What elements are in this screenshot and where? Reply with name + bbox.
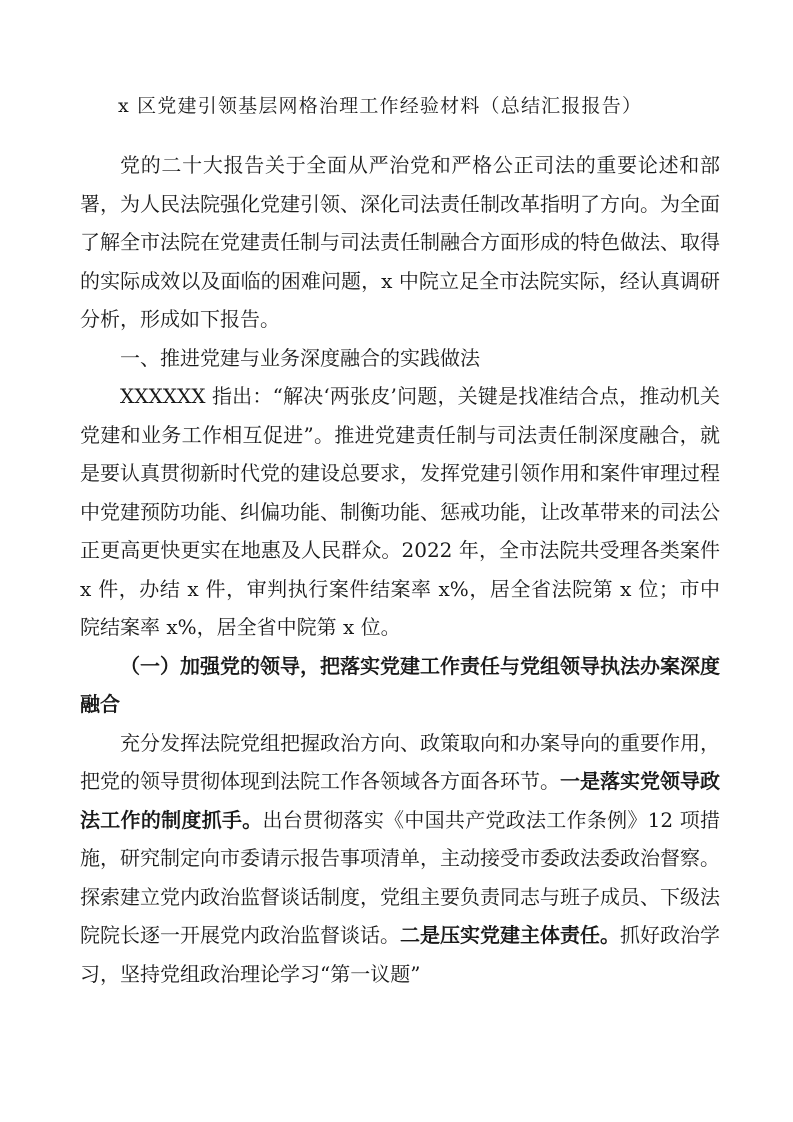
subsection-1-heading: （一）加强党的领导，把落实党建工作责任与党组领导执法办案深度融合 <box>80 653 720 716</box>
point-2-label: 二是压实党建主体责任。 <box>400 923 620 947</box>
point-1-text: 出台贯彻落实《中国共产党政法工作条例》12 项措施，研究制定向市委请示报告事项清单，主动接受市委政法委政治督察。探索建立党内政治监督谈话制度，党组主要负责同志与班子成员、下级法院院长逐一开展党内政治监督谈话。 <box>80 807 721 947</box>
subsection-1-intro-text: 充分发挥法院党组把握政治方向、政策取向和办案导向的重要作用，把党的领导贯彻体现到法院工作各领域各方面各环节。 <box>80 730 720 793</box>
document-title: x 区党建引领基层网格治理工作经验材料（总结汇报报告） <box>118 95 643 117</box>
point-1-label: 一是落实党领导政法工作的制度抓手。 <box>80 769 720 832</box>
document-body <box>80 86 720 993</box>
point-2-text: 抓好政治学习，坚持党组政治理论学习“第一议题” <box>80 923 720 986</box>
intro-paragraph: 党的二十大报告关于全面从严治党和严格公正司法的重要论述和部署，为人民法院强化党建引领、深化司法责任制改革指明了方向。为全面了解全市法院在党建责任制与司法责任制融合方面形成的特色做法、取得的实际成效以及面临的困难问题，x 中院立足全市法院实际，经认真调研分析，形成如下报告。 <box>80 153 720 331</box>
section-1-heading: 一、推进党建与业务深度融合的实践做法 <box>120 345 480 370</box>
section-1-paragraph: XXXXXX 指出：“解决‘两张皮’问题，关键是找准结合点，推动机关党建和业务工作相互促进”。推进党建责任制与司法责任制深度融合，就是要认真贯彻新时代党的建设总要求，发挥党建引领作用和案件审理过程中党建预防功能、纠偏功能、制衡功能、惩戒功能，让改革带来的司法公正更高更快更实在地惠及人民群众。2022 年，全市法院共受理各类案件 x 件，办结 x 件，审判执行案件结案率 x%，居全省法院第 x 位；市中院结案率 x%，居全省中院第 x 位。 <box>80 384 720 639</box>
subsection-1-paragraph <box>80 724 720 994</box>
